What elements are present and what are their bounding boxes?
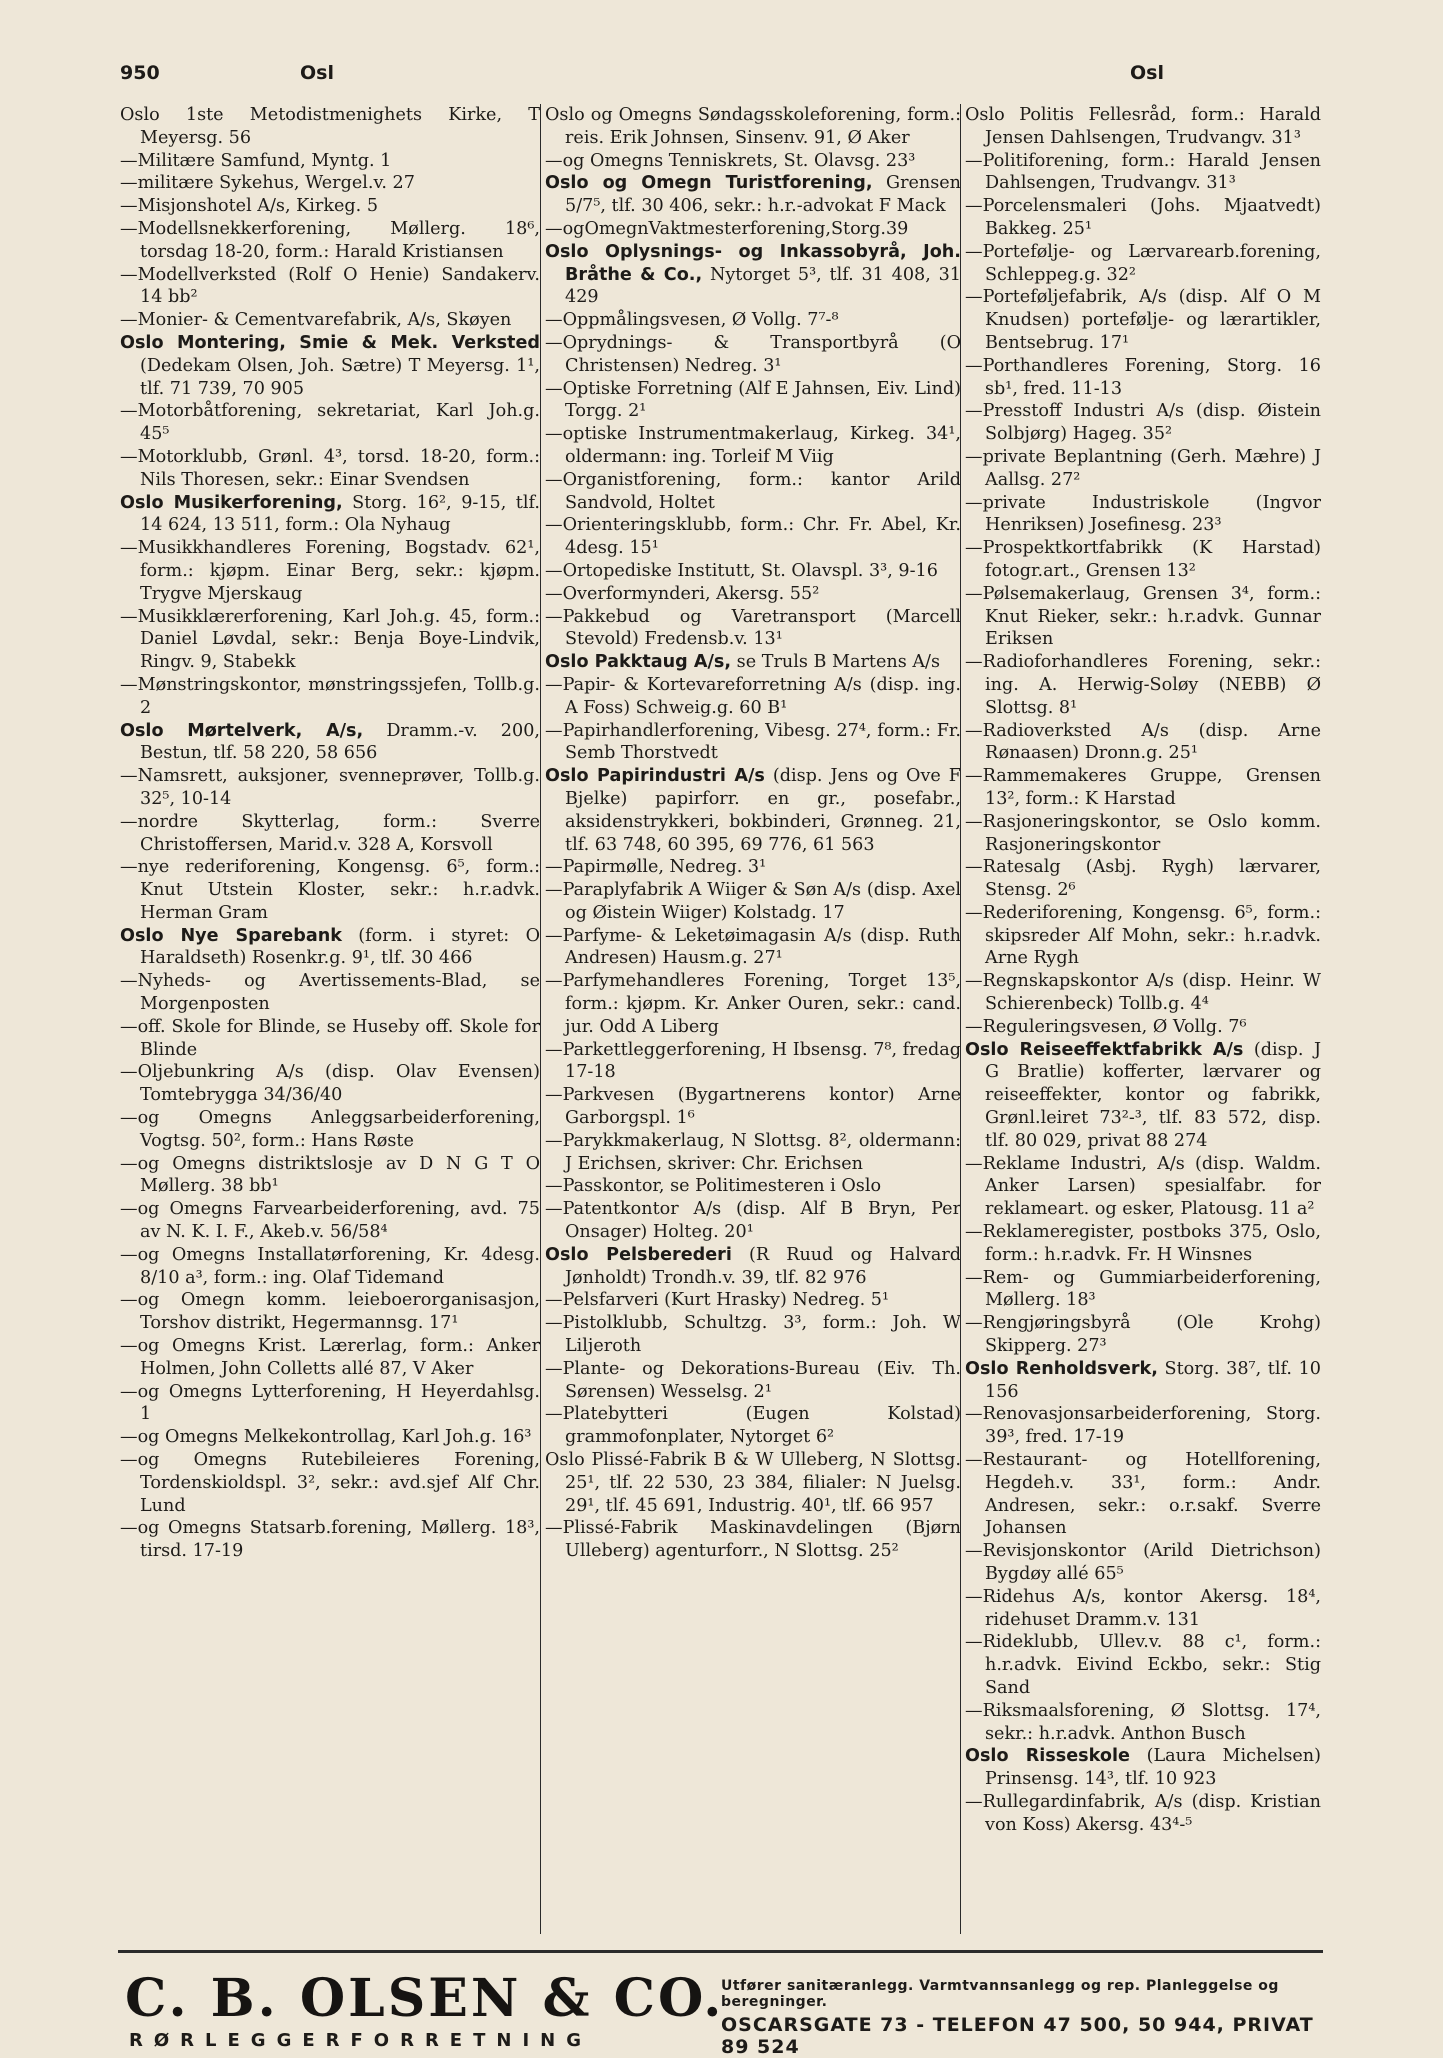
directory-entry <box>545 1130 961 1176</box>
advert-services: Utfører sanitæranlegg. Varmtvannsanlegg og rep. Planleggelse og beregninger. <box>721 1978 1279 2010</box>
directory-entry <box>545 651 961 674</box>
entry-text: se Truls B Martens A/s <box>731 652 940 673</box>
directory-entry <box>120 925 540 971</box>
entry-heading: Oslo Risseskole <box>965 1746 1130 1767</box>
directory-entry <box>965 1449 1321 1540</box>
directory-column-3 <box>960 104 1321 1934</box>
directory-entry <box>120 150 540 173</box>
entry-text: —Rederiforening, Kongensg. 6⁵, form.: skipsreder Alf Mohn, sekr.: h.r.advk. Arne Rygh <box>965 902 1321 969</box>
directory-entry <box>965 1540 1321 1586</box>
entry-text: —Plante- og Dekorations-Bureau (Eiv. Th. Sørensen) Wesselsg. 2¹ <box>545 1358 961 1402</box>
entry-text: —optiske Instrumentmakerlaug, Kirkeg. 34¹, oldermann: ing. Torleif M Viig <box>545 424 961 467</box>
directory-entry <box>965 1153 1321 1221</box>
directory-entry <box>965 1358 1321 1404</box>
directory-entry <box>120 1244 540 1290</box>
entry-text: —Radioforhandleres Forening, sekr.: ing. A. Herwig-Soløy (NEBB) Ø Slottsg. 8¹ <box>965 652 1321 718</box>
entry-text: —Oljebunkring A/s (disp. Olav Evensen) Tomtebrygga 34/36/40 <box>120 1062 540 1106</box>
directory-entry <box>965 286 1321 354</box>
advertisement <box>125 1968 1320 2058</box>
entry-text: —Motorklubb, Grønl. 4³, torsd. 18-20, form.: Nils Thoresen, sekr.: Einar Svendsen <box>120 446 540 490</box>
entry-text: —og Omegns Rutebileieres Forening, Tordenskioldspl. 3², sekr.: avd.sjef Alf Chr. Lund <box>120 1450 540 1516</box>
entry-text: Storg. 16², 9-15, tlf. 14 624, 13 511, form.: Ola Nyhaug <box>140 492 540 536</box>
entry-text: —Modellsnekkerforening, Møllerg. 18⁶, torsdag 18-20, form.: Harald Kristiansen <box>120 218 540 262</box>
entry-text: —Namsrett, auksjoner, svenneprøver, Tollb.g. 32⁵, 10-14 <box>120 766 540 809</box>
directory-entry <box>120 309 540 332</box>
directory-entry <box>120 1381 540 1427</box>
entry-text: Oslo Politis Fellesråd, form.: Harald Jensen Dahlsengen, Trudvangv. 31³ <box>965 105 1321 148</box>
directory-entry <box>545 674 961 720</box>
entry-text: —Reklame Industri, A/s (disp. Waldm. Anker Larsen) spesialfabr. for reklameart. og esker, Platousg. 11 a² <box>965 1153 1321 1220</box>
entry-text: —og Omegns Melkekontrollag, Karl Joh.g. 16³ <box>120 1427 532 1448</box>
entry-text: —Rasjoneringskontor, se Oslo komm. Rasjoneringskontor <box>965 811 1321 855</box>
directory-entry <box>545 1244 961 1290</box>
directory-entry <box>120 856 540 924</box>
running-keyword-left: Osl <box>300 62 334 84</box>
entry-text: —Porteføljefabrik, A/s (disp. Alf O M Knudsen) portefølje- og lærartikler, Bentsebrug. 17¹ <box>965 287 1321 353</box>
entry-text: —Militære Samfund, Myntg. 1 <box>120 150 392 171</box>
directory-entry <box>545 241 961 309</box>
entry-text: —Presstoff Industri A/s (disp. Øistein Solbjørg) Hageg. 35² <box>965 401 1321 445</box>
entry-text: —off. Skole for Blinde, se Huseby off. Skole for Blinde <box>120 1016 540 1060</box>
entry-text: —Renovasjonsarbeiderforening, Storg. 39³, fred. 17-19 <box>965 1404 1321 1448</box>
directory-columns <box>120 104 1320 1934</box>
directory-entry <box>120 446 540 492</box>
directory-entry <box>120 172 540 195</box>
entry-text: —ogOmegnVaktmesterforening,Storg.39 <box>545 218 909 239</box>
entry-heading: Oslo Pakktaug A/s, <box>545 652 732 673</box>
directory-entry <box>545 606 961 652</box>
directory-entry <box>545 309 961 332</box>
entry-text: —Portefølje- og Lærvarearb.forening, Schleppeg.g. 32² <box>965 241 1321 285</box>
directory-entry <box>965 195 1321 241</box>
directory-entry <box>545 150 961 173</box>
directory-entry <box>545 720 961 766</box>
directory-entry <box>965 1745 1321 1791</box>
entry-text: —Restaurant- og Hotellforening, Hegdeh.v. 33¹, form.: Andr. Andresen, sekr.: o.r.sakf. Sverre Johansen <box>965 1450 1321 1539</box>
directory-entry <box>965 1016 1321 1039</box>
directory-entry <box>545 1358 961 1404</box>
entry-heading: Oslo Musikerforening, <box>120 492 343 513</box>
entry-heading: Oslo Renholdsverk, <box>965 1358 1158 1379</box>
entry-text: —Rullegardinfabrik, A/s (disp. Kristian von Koss) Akersg. 43⁴-⁵ <box>965 1791 1321 1835</box>
directory-entry <box>120 1449 540 1517</box>
directory-entry <box>965 446 1321 492</box>
directory-entry <box>965 811 1321 857</box>
entry-text: —Papirmølle, Nedreg. 3¹ <box>545 857 767 878</box>
directory-entry <box>120 104 540 150</box>
footer-rule <box>118 1950 1323 1953</box>
entry-text: —Pakkebud og Varetransport (Marcell Stevold) Fredensb.v. 13¹ <box>545 606 961 650</box>
page-number: 950 <box>120 62 160 84</box>
directory-entry <box>965 720 1321 766</box>
entry-text: —og Omegns Tenniskrets, St. Olavsg. 23³ <box>545 150 916 171</box>
directory-entry <box>965 104 1321 150</box>
entry-text: —Musikkhandleres Forening, Bogstadv. 62¹, form.: kjøpm. Einar Berg, sekr.: kjøpm. Trygve Mjerskaug <box>120 538 540 604</box>
entry-text: —Oppmålingsvesen, Ø Vollg. 7⁷-⁸ <box>545 310 839 331</box>
directory-entry <box>545 1449 961 1517</box>
entry-text: —Politiforening, form.: Harald Jensen Dahlsengen, Trudvangv. 31³ <box>965 150 1321 194</box>
entry-text: —Motorbåtforening, sekretariat, Karl Joh.g. 45⁵ <box>120 401 540 445</box>
entry-text: Oslo 1ste Metodistmenighets Kirke, T Meyersg. 56 <box>120 105 540 148</box>
entry-text: —Pelsfarveri (Kurt Hrasky) Nedreg. 5¹ <box>545 1290 890 1311</box>
directory-entry <box>120 674 540 720</box>
entry-text: —og Omegns Statsarb.forening, Møllerg. 18³, tirsd. 17-19 <box>120 1518 540 1562</box>
entry-text: (disp. J G Bratlie) kofferter, lærvarer og reiseeffekter, kontor og fabrikk, Grønl.leiret 73²-³, tlf. 83 572, disp. tlf. 80 029, privat 88 274 <box>985 1039 1321 1151</box>
directory-entry <box>965 150 1321 196</box>
directory-entry <box>120 1153 540 1199</box>
entry-text: —Reguleringsvesen, Ø Vollg. 7⁶ <box>965 1016 1247 1037</box>
entry-text: —Papirhandlerforening, Vibesg. 27⁴, form.: Fr. Semb Thorstvedt <box>545 720 961 764</box>
directory-entry <box>965 1700 1321 1746</box>
entry-heading: Oslo Montering, Smie & Mek. Verksted <box>120 332 540 353</box>
entry-text: —Paraplyfabrik A Wiiger & Søn A/s (disp. Axel og Øistein Wiiger) Kolstadg. 17 <box>545 880 961 923</box>
directory-entry <box>120 720 540 766</box>
directory-entry <box>965 856 1321 902</box>
directory-entry <box>120 1016 540 1062</box>
entry-text: (Laura Michelsen) Prinsensg. 14³, tlf. 10 923 <box>985 1746 1321 1790</box>
advert-company-name: C. B. OLSEN & CO. <box>125 1968 725 2029</box>
directory-entry <box>965 492 1321 538</box>
entry-heading: Oslo Nye Sparebank <box>120 925 342 946</box>
directory-entry <box>120 1061 540 1107</box>
entry-text: —Plissé-Fabrik Maskinavdelingen (Bjørn Ulleberg) agenturforr., N Slottsg. 25² <box>545 1518 961 1562</box>
entry-text: Oslo og Omegns Søndagsskoleforening, form.: reis. Erik Johnsen, Sinsenv. 91, Ø Aker <box>545 105 961 148</box>
directory-entry <box>545 332 961 378</box>
entry-heading: Oslo Oplysnings- og Inkassobyrå, Joh. Bråthe & Co., <box>545 241 961 285</box>
directory-entry <box>120 537 540 605</box>
directory-entry <box>545 514 961 560</box>
directory-entry <box>545 925 961 971</box>
directory-entry <box>545 469 961 515</box>
entry-text: —Pølsemakerlaug, Grensen 3⁴, form.: Knut Rieker, sekr.: h.r.advk. Gunnar Eriksen <box>965 583 1321 650</box>
entry-text: —Optiske Forretning (Alf E Jahnsen, Eiv. Lind) Torgg. 2¹ <box>545 378 961 422</box>
directory-entry <box>545 583 961 606</box>
entry-text: —Orienteringsklubb, form.: Chr. Fr. Abel, Kr. 4desg. 15¹ <box>545 515 961 559</box>
directory-entry <box>545 856 961 879</box>
entry-text: —Parfymehandleres Forening, Torget 13⁵, form.: kjøpm. Kr. Anker Ouren, sekr.: cand. jur. Odd A Liberg <box>545 971 961 1037</box>
entry-text: —Ortopediske Institutt, St. Olavspl. 3³, 9-16 <box>545 560 938 581</box>
directory-column-1 <box>120 104 540 1934</box>
directory-entry <box>120 1289 540 1335</box>
entry-text: (disp. Jens og Ove F Bjelke) papirforr. en gr., posefabr., aksidenstrykkeri, bokbinderi, Grønneg. 21, tlf. 63 748, 60 395, 69 776, 61 563 <box>565 766 961 855</box>
entry-text: Nytorget 5³, tlf. 31 408, 31 429 <box>565 264 961 308</box>
directory-entry <box>965 1267 1321 1313</box>
directory-entry <box>545 172 961 218</box>
directory-entry <box>965 1221 1321 1267</box>
running-keyword-right: Osl <box>1130 62 1164 84</box>
directory-entry <box>120 332 540 400</box>
entry-text: —Ratesalg (Asbj. Rygh) lærvarer, Stensg. 2⁶ <box>965 857 1321 901</box>
entry-text: (R Ruud og Halvard Jønholdt) Trondh.v. 39, tlf. 82 976 <box>565 1244 961 1288</box>
directory-entry <box>965 1791 1321 1837</box>
directory-entry <box>545 1084 961 1130</box>
advert-contact: OSCARSGATE 73 - TELEFON 47 500, 50 944, PRIVAT 89 524 <box>721 2014 1314 2058</box>
entry-text: —Mønstringskontor, mønstringssjefen, Tollb.g. 2 <box>120 674 540 718</box>
directory-entry <box>545 1198 961 1244</box>
directory-entry <box>965 1631 1321 1699</box>
entry-text: —nordre Skytterlag, form.: Sverre Christoffersen, Marid.v. 328 A, Korsvoll <box>120 811 540 855</box>
entry-text: —Parykkmakerlaug, N Slottsg. 8², oldermann: J Erichsen, skriver: Chr. Erichsen <box>545 1130 961 1174</box>
entry-text: —nye rederiforening, Kongensg. 6⁵, form.: Knut Utstein Kloster, sekr.: h.r.advk. Herman Gram <box>120 857 540 923</box>
directory-entry <box>965 400 1321 446</box>
directory-entry <box>545 218 961 241</box>
entry-text: —Porthandleres Forening, Storg. 16 sb¹, fred. 11-13 <box>965 355 1321 399</box>
directory-entry <box>965 902 1321 970</box>
entry-text: —Monier- & Cementvarefabrik, A/s, Skøyen <box>120 310 512 331</box>
entry-text: —Reklameregister, postboks 375, Oslo, form.: h.r.advk. Fr. H Winsnes <box>965 1222 1321 1265</box>
entry-text: —Revisjonskontor (Arild Dietrichson) Bygdøy allé 65⁵ <box>965 1541 1321 1584</box>
directory-entry <box>120 264 540 310</box>
entry-text: —og Omegns Anleggsarbeiderforening, Vogtsg. 50², form.: Hans Røste <box>120 1108 540 1151</box>
directory-entry <box>545 423 961 469</box>
entry-text: —Modellverksted (Rolf O Henie) Sandakerv. 14 bb² <box>120 264 540 308</box>
directory-entry <box>965 537 1321 583</box>
entry-heading: Oslo Pelsberederi <box>545 1244 732 1265</box>
entry-text: —Porcelensmaleri (Johs. Mjaatvedt) Bakkeg. 25¹ <box>965 196 1321 239</box>
entry-heading: Oslo Papirindustri A/s <box>545 766 765 787</box>
directory-entry <box>120 1517 540 1563</box>
directory-entry <box>120 1335 540 1381</box>
entry-text: Oslo Plissé-Fabrik B & W Ulleberg, N Slottsg. 25¹, tlf. 22 530, 23 384, filialer: N Juelsg. 29¹, tlf. 45 691, Industrig. 40¹, tlf. 66 957 <box>545 1450 961 1516</box>
directory-entry <box>545 378 961 424</box>
entry-text: —og Omegns Farvearbeiderforening, avd. 75 av N. K. I. F., Akeb.v. 56/58⁴ <box>120 1199 540 1243</box>
directory-entry <box>545 1403 961 1449</box>
directory-entry <box>120 195 540 218</box>
entry-text: —og Omegns Lytterforening, H Heyerdahlsg. 1 <box>120 1381 540 1425</box>
entry-text: —Ridehus A/s, kontor Akersg. 18⁴, ridehuset Dramm.v. 131 <box>965 1586 1321 1630</box>
directory-entry <box>545 104 961 150</box>
entry-text: —Parkvesen (Bygartnerens kontor) Arne Garborgspl. 1⁶ <box>545 1085 961 1129</box>
directory-entry <box>545 560 961 583</box>
directory-entry <box>120 1426 540 1449</box>
directory-entry <box>545 879 961 925</box>
entry-text: —Rideklubb, Ullev.v. 88 c¹, form.: h.r.advk. Eivind Eckbo, sekr.: Stig Sand <box>965 1632 1321 1698</box>
directory-entry <box>965 583 1321 651</box>
entry-text: —Organistforening, form.: kantor Arild Sandvold, Holtet <box>545 469 961 513</box>
directory-entry <box>965 1586 1321 1632</box>
entry-text: —og Omegns Installatørforening, Kr. 4desg. 8/10 a³, form.: ing. Olaf Tidemand <box>120 1244 540 1288</box>
entry-text: —Nyheds- og Avertissements-Blad, se Morgenposten <box>120 971 540 1015</box>
entry-text: —Parkettleggerforening, H Ibsensg. 7⁸, fredag 17-18 <box>545 1039 961 1083</box>
entry-text: Grensen 5/7⁵, tlf. 30 406, sekr.: h.r.-advokat F Mack <box>565 173 961 217</box>
entry-text: —Patentkontor A/s (disp. Alf B Bryn, Per Onsager) Holteg. 20¹ <box>545 1199 961 1243</box>
entry-text: —Radioverksted A/s (disp. Arne Rønaasen) Dronn.g. 25¹ <box>965 720 1321 764</box>
entry-text: —Papir- & Kortevareforretning A/s (disp. ing. A Foss) Schweig.g. 60 B¹ <box>545 674 961 718</box>
entry-text: —Passkontor, se Politimesteren i Oslo <box>545 1176 882 1197</box>
page-header <box>120 62 1320 92</box>
entry-heading: Oslo Mørtelverk, A/s, <box>120 720 364 741</box>
directory-entry <box>120 400 540 446</box>
directory-entry <box>965 765 1321 811</box>
entry-text: —Oprydnings- & Transportbyrå (O Christensen) Nedreg. 3¹ <box>545 332 961 376</box>
entry-text: —Riksmaalsforening, Ø Slottsg. 17⁴, sekr.: h.r.advk. Anthon Busch <box>965 1700 1321 1744</box>
entry-heading: Oslo og Omegn Turistforening, <box>545 173 873 194</box>
directory-entry <box>965 651 1321 719</box>
entry-text: —Pistolklubb, Schultzg. 3³, form.: Joh. W Liljeroth <box>545 1313 961 1357</box>
directory-entry <box>545 1289 961 1312</box>
directory-entry <box>545 1517 961 1563</box>
entry-text: —Platebytteri (Eugen Kolstad) grammofonplater, Nytorget 6² <box>545 1404 961 1448</box>
directory-column-2 <box>540 104 961 1934</box>
entry-text: Storg. 38⁷, tlf. 10 156 <box>985 1358 1321 1402</box>
advert-subtitle: RØRLEGGERFORRETNING <box>129 2030 592 2051</box>
entry-text: —og Omegns Krist. Lærerlag, form.: Anker Holmen, John Colletts allé 87, V Aker <box>120 1336 540 1379</box>
directory-entry <box>545 765 961 856</box>
entry-text: —og Omegn komm. leieboerorganisasjon, Torshov distrikt, Hegermannsg. 17¹ <box>120 1290 540 1334</box>
entry-text: —Musikklærerforening, Karl Joh.g. 45, form.: Daniel Løvdal, sekr.: Benja Boye-Lindvik, Ringv. 9, Stabekk <box>120 606 540 673</box>
entry-text: —Rengjøringsbyrå (Ole Krohg) Skipperg. 27³ <box>965 1313 1321 1357</box>
entry-text: —og Omegns distriktslosje av D N G T O Møllerg. 38 bb¹ <box>120 1153 540 1197</box>
directory-entry <box>545 1312 961 1358</box>
entry-text: —Regnskapskontor A/s (disp. Heinr. W Schierenbeck) Tollb.g. 4⁴ <box>965 971 1321 1015</box>
entry-text: —private Industriskole (Ingvor Henriksen) Josefinesg. 23³ <box>965 492 1321 536</box>
directory-entry <box>120 218 540 264</box>
entry-text: Dramm.-v. 200, Bestun, tlf. 58 220, 58 656 <box>140 720 540 764</box>
directory-entry <box>120 811 540 857</box>
entry-text: —Rem- og Gummiarbeiderforening, Møllerg. 18³ <box>965 1267 1321 1311</box>
directory-entry <box>965 1403 1321 1449</box>
entry-text: —private Beplantning (Gerh. Mæhre) J Aallsg. 27² <box>965 446 1321 490</box>
directory-entry <box>120 970 540 1016</box>
directory-entry <box>965 1039 1321 1153</box>
directory-entry <box>545 970 961 1038</box>
entry-text: —Rammemakeres Gruppe, Grensen 13², form.: K Harstad <box>965 766 1321 809</box>
entry-heading: Oslo Reiseeffektfabrikk A/s <box>965 1039 1244 1060</box>
directory-entry <box>965 241 1321 287</box>
entry-text: (Dedekam Olsen, Joh. Sætre) T Meyersg. 1¹, tlf. 71 739, 70 905 <box>140 355 540 399</box>
entry-text: —militære Sykehus, Wergel.v. 27 <box>120 173 415 194</box>
directory-entry <box>120 492 540 538</box>
directory-entry <box>545 1175 961 1198</box>
directory-entry <box>965 970 1321 1016</box>
entry-text: —Misjonshotel A/s, Kirkeg. 5 <box>120 196 379 217</box>
entry-text: —Parfyme- & Leketøimagasin A/s (disp. Ruth Andresen) Hausm.g. 27¹ <box>545 925 961 969</box>
directory-entry <box>965 355 1321 401</box>
directory-entry <box>120 765 540 811</box>
directory-entry <box>120 606 540 674</box>
entry-text: —Overformynderi, Akersg. 55² <box>545 583 820 604</box>
entry-text: (form. i styret: O Haraldseth) Rosenkr.g. 9¹, tlf. 30 466 <box>140 925 540 969</box>
directory-entry <box>120 1198 540 1244</box>
entry-text: —Prospektkortfabrikk (K Harstad) fotogr.art., Grensen 13² <box>965 538 1321 581</box>
directory-entry <box>545 1039 961 1085</box>
directory-entry <box>120 1107 540 1153</box>
directory-entry <box>965 1312 1321 1358</box>
